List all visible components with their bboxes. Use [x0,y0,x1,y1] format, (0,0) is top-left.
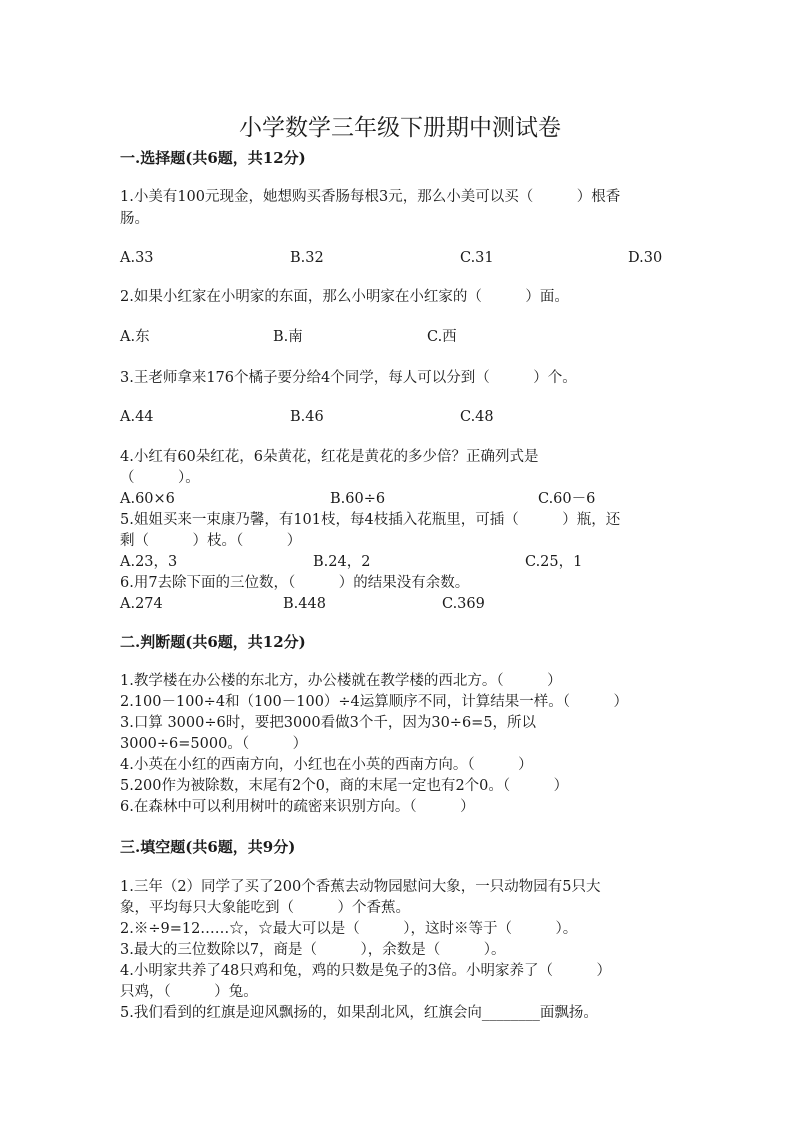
option: B.32 [290,250,324,266]
question-text: 5.200作为被除数，末尾有2个0，商的末尾一定也有2个0。（ ） [120,778,569,794]
option: C.60－6 [538,491,596,507]
question-text: 剩（ ）枝。（ ） [120,533,302,549]
option: C.31 [460,250,494,266]
section-heading-judgment: 二.判断题(共6题，共12分) [120,633,306,651]
option: A.33 [120,250,154,266]
question-text: 1.三年（2）同学了买了200个香蕉去动物园慰问大象，一只动物园有5只大 [120,879,601,895]
option: B.南 [273,329,303,345]
question-text: 5.我们看到的红旗是迎风飘扬的，如果刮北风，红旗会向________面飘扬。 [120,1005,598,1021]
option: B.24，2 [313,554,371,570]
question-text: 4.小明家共养了48只鸡和兔，鸡的只数是兔子的3倍。小明家养了（ ） [120,963,612,979]
question-text: 2.※÷9=12……☆，☆最大可以是（ ），这时※等于（ ）。 [120,921,578,937]
question-text: （ ）。 [120,470,200,486]
question-text: 象，平均每只大象能吃到（ ）个香蕉。 [120,900,410,916]
option: C.369 [442,596,485,612]
option: D.30 [628,250,663,266]
section-heading-fill-blank: 三.填空题(共6题，共9分) [120,838,296,856]
question-text: 肠。 [120,211,149,227]
section-heading-choice: 一.选择题(共6题，共12分) [120,149,306,167]
question-text: 6.在森林中可以利用树叶的疏密来识别方向。（ ） [120,799,475,815]
question-text: 只鸡，（ ）兔。 [120,984,258,1000]
option: A.44 [120,409,154,425]
question-text: 3.口算 3000÷6时，要把3000看做3个千，因为30÷6=5，所以 [120,715,537,731]
option: B.46 [290,409,324,425]
question-text: 1.小美有100元现金，她想购买香肠每根3元，那么小美可以买（ ）根香 [120,189,621,205]
option: C.西 [427,329,457,345]
question-text: 3.王老师拿来176个橘子要分给4个同学，每人可以分到（ ）个。 [120,370,577,386]
question-text: 3.最大的三位数除以7，商是（ ），余数是（ ）。 [120,942,506,958]
question-text: 3000÷6=5000。（ ） [120,736,308,752]
question-text: 6.用7去除下面的三位数，（ ）的结果没有余数。 [120,575,470,591]
option: C.48 [460,409,494,425]
question-text: 5.姐姐买来一束康乃馨，有101枝，每4枝插入花瓶里，可插（ ）瓶，还 [120,512,621,528]
page-title: 小学数学三年级下册期中测试卷 [239,115,561,142]
option: B.60÷6 [330,491,386,507]
question-text: 4.小红有60朵红花，6朵黄花，红花是黄花的多少倍？正确列式是 [120,449,539,465]
question-text: 1.教学楼在办公楼的东北方，办公楼就在教学楼的西北方。（ ） [120,673,562,689]
option: A.60×6 [120,491,175,507]
question-text: 2.如果小红家在小明家的东面，那么小明家在小红家的（ ）面。 [120,289,569,305]
option: A.23，3 [120,554,178,570]
option: A.东 [120,329,150,345]
question-text: 2.100－100÷4和（100－100）÷4运算顺序不同，计算结果一样。（ ） [120,694,629,710]
option: A.274 [120,596,163,612]
option: C.25，1 [525,554,583,570]
option: B.448 [283,596,326,612]
question-text: 4.小英在小红的西南方向，小红也在小英的西南方向。（ ） [120,757,533,773]
